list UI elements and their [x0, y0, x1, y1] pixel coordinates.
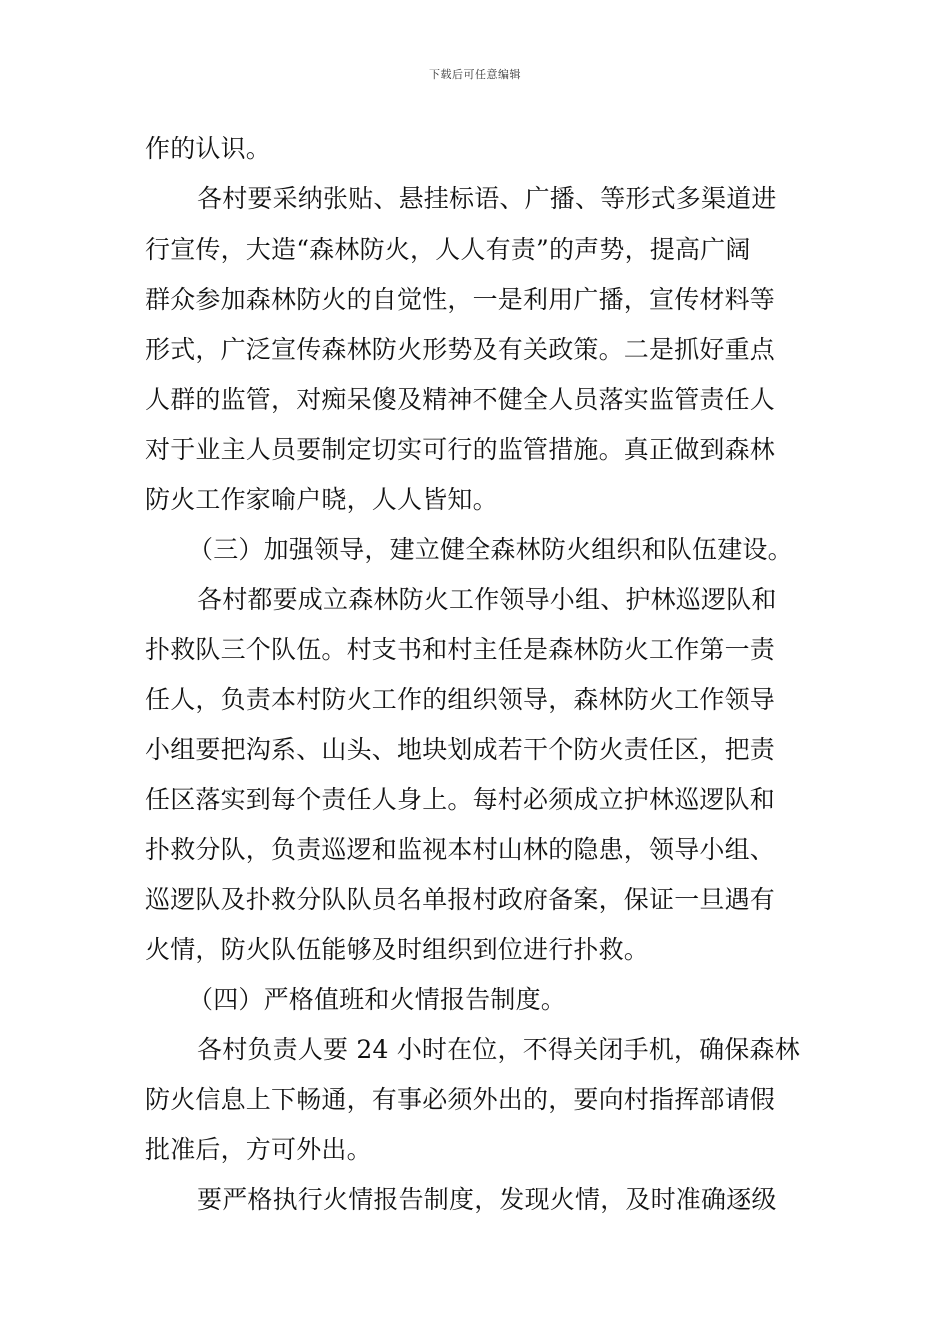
text-line-5: 形式，广泛宣传森林防火形势及有关政策。二是抓好重点	[145, 335, 776, 364]
section-heading-4: （四）严格值班和火情报告制度。	[188, 985, 567, 1014]
text-line-16: 巡逻队及扑救分队队员名单报村政府备案，保证一旦遇有	[145, 885, 776, 914]
text-line-3: 行宣传，大造“森林防火，人人有责”的声势，提高广阔	[145, 235, 751, 264]
text-line-11: 扑救队三个队伍。村支书和村主任是森林防火工作第一责	[145, 635, 776, 664]
text-line-6: 人群的监管，对痴呆傻及精神不健全人员落实监管责任人	[145, 385, 776, 414]
text-line-21: 批准后，方可外出。	[145, 1135, 372, 1164]
text-line-19: 各村负责人要 24 小时在位，不得关闭手机，确保森林	[197, 1035, 800, 1064]
text-line-22: 要严格执行火情报告制度，发现火情，及时准确逐级	[197, 1185, 777, 1214]
text-line-10: 各村都要成立森林防火工作领导小组、护林巡逻队和	[197, 585, 777, 614]
text-line-13: 小组要把沟系、山头、地块划成若干个防火责任区，把责	[145, 735, 776, 764]
text-line-8: 防火工作家喻户晓，人人皆知。	[145, 485, 498, 514]
page-header: 下载后可任意编辑	[429, 68, 521, 81]
text-line-4: 群众参加森林防火的自觉性，一是利用广播，宣传材料等	[145, 285, 776, 314]
text-line-15: 扑救分队，负责巡逻和监视本村山林的隐患，领导小组、	[145, 835, 776, 864]
section-heading-3: （三）加强领导，建立健全森林防火组织和队伍建设。	[188, 535, 793, 564]
text-line-1: 作的认识。	[145, 134, 272, 163]
text-line-14: 任区落实到每个责任人身上。每村必须成立护林巡逻队和	[145, 785, 776, 814]
text-line-7: 对于业主人员要制定切实可行的监管措施。真正做到森林	[145, 435, 776, 464]
text-line-17: 火情，防火队伍能够及时组织到位进行扑救。	[145, 935, 650, 964]
text-line-2: 各村要采纳张贴、悬挂标语、广播、等形式多渠道进	[197, 184, 777, 213]
text-line-12: 任人，负责本村防火工作的组织领导，森林防火工作领导	[145, 685, 776, 714]
text-line-20: 防火信息上下畅通，有事必须外出的，要向村指挥部请假	[145, 1085, 776, 1114]
